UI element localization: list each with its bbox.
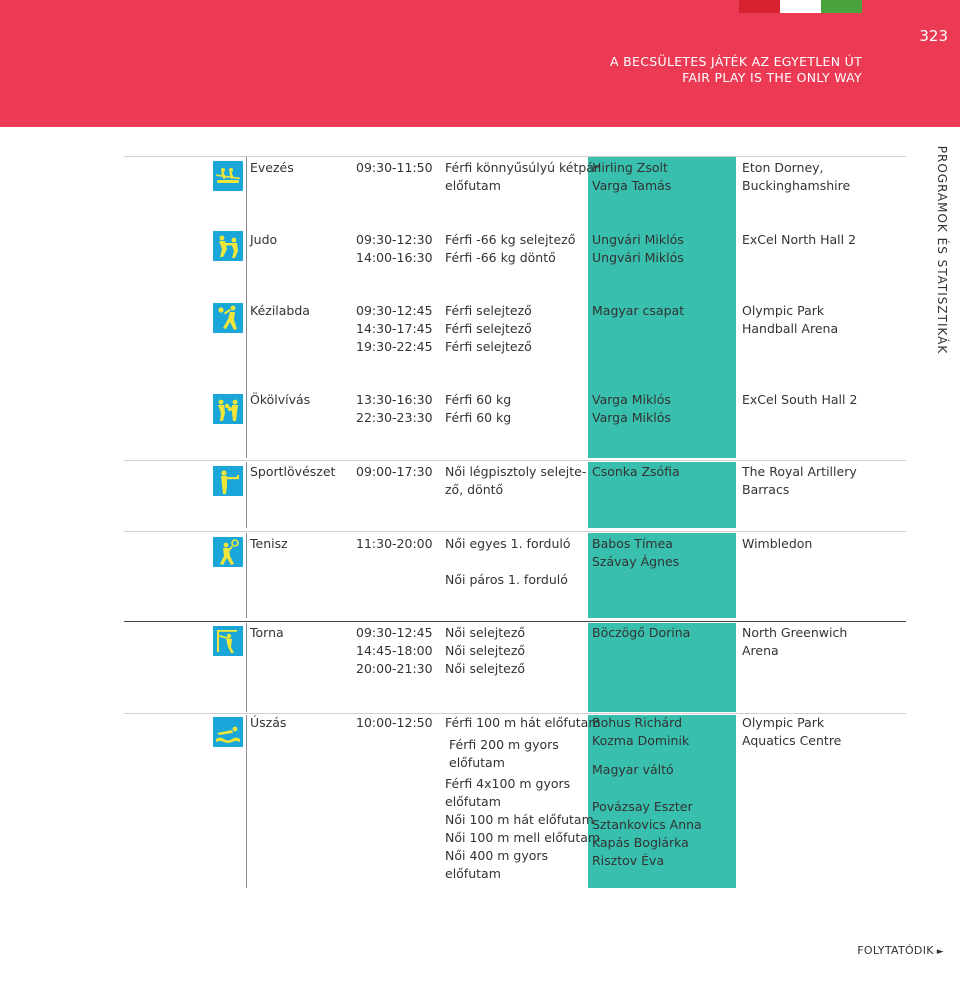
event-list xyxy=(445,535,571,589)
judo-icon xyxy=(213,231,243,261)
session-time: 20:00-21:30 xyxy=(356,661,433,676)
venue-line: North Greenwich xyxy=(742,625,848,640)
event-list xyxy=(445,624,525,678)
event-line: Férfi -66 kg selejtező xyxy=(445,232,576,247)
venue xyxy=(742,624,847,660)
flag-white-stripe xyxy=(780,0,821,13)
column-divider xyxy=(246,715,247,888)
sport-name: Judo xyxy=(250,232,278,247)
athlete-list xyxy=(592,624,690,642)
session-time: 09:00-17:30 xyxy=(356,464,433,479)
page-header xyxy=(0,0,960,127)
venue-line: Handball Arena xyxy=(742,321,839,336)
event-line: Férfi 60 kg xyxy=(445,392,512,407)
athlete-name: Bohus Richárd xyxy=(592,715,683,730)
athlete-name: Kapás Boglárka xyxy=(592,835,689,850)
session-times xyxy=(356,231,433,267)
athlete-name: Böczögő Dorina xyxy=(592,625,691,640)
event-line: Férfi 200 m gyors xyxy=(449,737,559,752)
venue xyxy=(742,391,857,409)
session-times xyxy=(356,624,433,678)
athlete-name xyxy=(592,750,702,761)
session-time: 10:00-12:50 xyxy=(356,715,433,730)
sport-name: Tenisz xyxy=(250,536,288,551)
sport-name: Úszás xyxy=(250,715,287,730)
event-line: ző, döntő xyxy=(445,482,504,497)
athlete-name: Risztov Éva xyxy=(592,853,665,868)
session-time: 09:30-12:30 xyxy=(356,232,433,247)
athlete-name: Magyar csapat xyxy=(592,303,685,318)
athlete-name: Csonka Zsófia xyxy=(592,464,680,479)
event-line: Női légpisztoly selejte- xyxy=(445,464,587,479)
event-line: Férfi -66 kg döntő xyxy=(445,250,556,265)
row-divider xyxy=(124,156,906,157)
athlete-name: Kozma Dominik xyxy=(592,733,690,748)
session-time: 13:30-16:30 xyxy=(356,392,433,407)
venue xyxy=(742,714,841,750)
continued-link[interactable] xyxy=(857,944,944,957)
venue-line: ExCel North Hall 2 xyxy=(742,232,857,247)
athlete-list xyxy=(592,159,671,195)
event-list xyxy=(445,302,532,356)
venue-line: Wimbledon xyxy=(742,536,813,551)
event-list xyxy=(445,391,511,427)
event-line: Női selejtező xyxy=(445,643,526,658)
event-line: előfutam xyxy=(445,866,501,881)
athlete-name: Ungvári Miklós xyxy=(592,232,684,247)
event-line: Férfi selejtező xyxy=(445,303,532,318)
venue-line: ExCel South Hall 2 xyxy=(742,392,858,407)
slogan xyxy=(610,54,862,86)
shooting-icon xyxy=(213,466,243,496)
event-line: Női selejtező xyxy=(445,625,526,640)
session-time: 09:30-11:50 xyxy=(356,160,433,175)
slogan-english: FAIR PLAY IS THE ONLY WAY xyxy=(682,70,862,85)
venue-line: Eton Dorney, xyxy=(742,160,824,175)
event-line: Férfi könnyűsúlyú kétpár xyxy=(445,160,600,175)
event-list xyxy=(445,714,601,883)
column-divider xyxy=(246,533,247,618)
athlete-name: Babos Tímea xyxy=(592,536,673,551)
session-time: 09:30-12:45 xyxy=(356,625,433,640)
athlete-name: Varga Miklós xyxy=(592,410,671,425)
venue-line: Barracs xyxy=(742,482,790,497)
event-list xyxy=(445,463,586,499)
event-line: Női páros 1. forduló xyxy=(445,572,568,587)
event-line: Férfi 100 m hát előfutam xyxy=(445,715,601,730)
event-line: Férfi 60 kg xyxy=(445,410,512,425)
event-line: előfutam xyxy=(445,794,501,809)
event-list xyxy=(445,159,599,195)
page-number: 323 xyxy=(919,27,948,45)
venue xyxy=(742,231,856,249)
slogan-hungarian: A BECSÜLETES JÁTÉK AZ EGYETLEN ÚT xyxy=(610,54,862,69)
session-time: 19:30-22:45 xyxy=(356,339,433,354)
session-time: 14:30-17:45 xyxy=(356,321,433,336)
hungarian-flag xyxy=(739,0,862,13)
session-time: 09:30-12:45 xyxy=(356,303,433,318)
athlete-name: Ungvári Miklós xyxy=(592,250,684,265)
venue-line: Olympic Park xyxy=(742,715,825,730)
venue-line: Olympic Park xyxy=(742,303,825,318)
athlete-list xyxy=(592,463,680,481)
session-times xyxy=(356,159,433,177)
section-side-label: PROGRAMOK ÉS STATISZTIKÁK xyxy=(935,145,949,355)
handball-icon xyxy=(213,303,243,333)
row-divider xyxy=(124,460,906,461)
athlete-name: Varga Tamás xyxy=(592,178,672,193)
session-times xyxy=(356,463,433,481)
event-line: Női selejtező xyxy=(445,661,526,676)
column-divider xyxy=(246,462,247,528)
sport-name: Kézilabda xyxy=(250,303,310,318)
event-line: Férfi selejtező xyxy=(445,339,532,354)
sport-name: Evezés xyxy=(250,160,294,175)
sport-name: Torna xyxy=(250,625,284,640)
session-time: 11:30-20:00 xyxy=(356,536,433,551)
row-divider xyxy=(124,621,906,622)
event-line: Férfi 4x100 m gyors xyxy=(445,776,571,791)
venue xyxy=(742,463,857,499)
rowing-icon xyxy=(213,161,243,191)
event-line: Női egyes 1. forduló xyxy=(445,536,571,551)
flag-green-stripe xyxy=(821,0,862,13)
event-line: Női 100 m hát előfutam xyxy=(445,812,594,827)
event-list xyxy=(445,231,575,267)
venue-line: Buckinghamshire xyxy=(742,178,851,193)
athlete-name: Povázsay Eszter xyxy=(592,799,693,814)
flag-red-stripe xyxy=(739,0,780,13)
venue-line: Aquatics Centre xyxy=(742,733,842,748)
venue xyxy=(742,302,838,338)
session-time: 22:30-23:30 xyxy=(356,410,433,425)
event-line: Női 400 m gyors xyxy=(445,848,549,863)
session-times xyxy=(356,714,433,732)
column-divider xyxy=(246,157,247,458)
athlete-list xyxy=(592,535,679,571)
athlete-name: Varga Miklós xyxy=(592,392,671,407)
athlete-list xyxy=(592,231,684,267)
event-line: előfutam xyxy=(449,755,505,770)
tennis-icon xyxy=(213,537,243,567)
session-time: 14:00-16:30 xyxy=(356,250,433,265)
event-line xyxy=(445,553,571,571)
gymnastics-icon xyxy=(213,626,243,656)
arrow-right-icon: ► xyxy=(936,947,944,957)
venue-line: The Royal Artillery xyxy=(742,464,857,479)
column-divider xyxy=(246,623,247,712)
athlete-name: Hirling Zsolt xyxy=(592,160,668,175)
athlete-name: Sztankovics Anna xyxy=(592,817,702,832)
venue xyxy=(742,535,812,553)
sport-name: Sportlövészet xyxy=(250,464,336,479)
athlete-name: Magyar váltó xyxy=(592,762,674,777)
event-line: Női 100 m mell előfutam xyxy=(445,830,601,845)
row-divider xyxy=(124,531,906,532)
session-times xyxy=(356,391,433,427)
event-line: előfutam xyxy=(445,178,501,193)
athlete-list xyxy=(592,714,702,870)
athlete-list xyxy=(592,302,684,320)
session-time: 14:45-18:00 xyxy=(356,643,433,658)
venue-line: Arena xyxy=(742,643,779,658)
venue xyxy=(742,159,850,195)
session-times xyxy=(356,535,433,553)
swimming-icon xyxy=(213,717,243,747)
athlete-name: Szávay Ágnes xyxy=(592,554,680,569)
event-line: Férfi selejtező xyxy=(445,321,532,336)
sport-name: Ökölvívás xyxy=(250,392,311,407)
continued-label: FOLYTATÓDIK xyxy=(857,944,934,957)
athlete-name xyxy=(592,779,702,798)
session-times xyxy=(356,302,433,356)
boxing-icon xyxy=(213,394,243,424)
athlete-list xyxy=(592,391,671,427)
